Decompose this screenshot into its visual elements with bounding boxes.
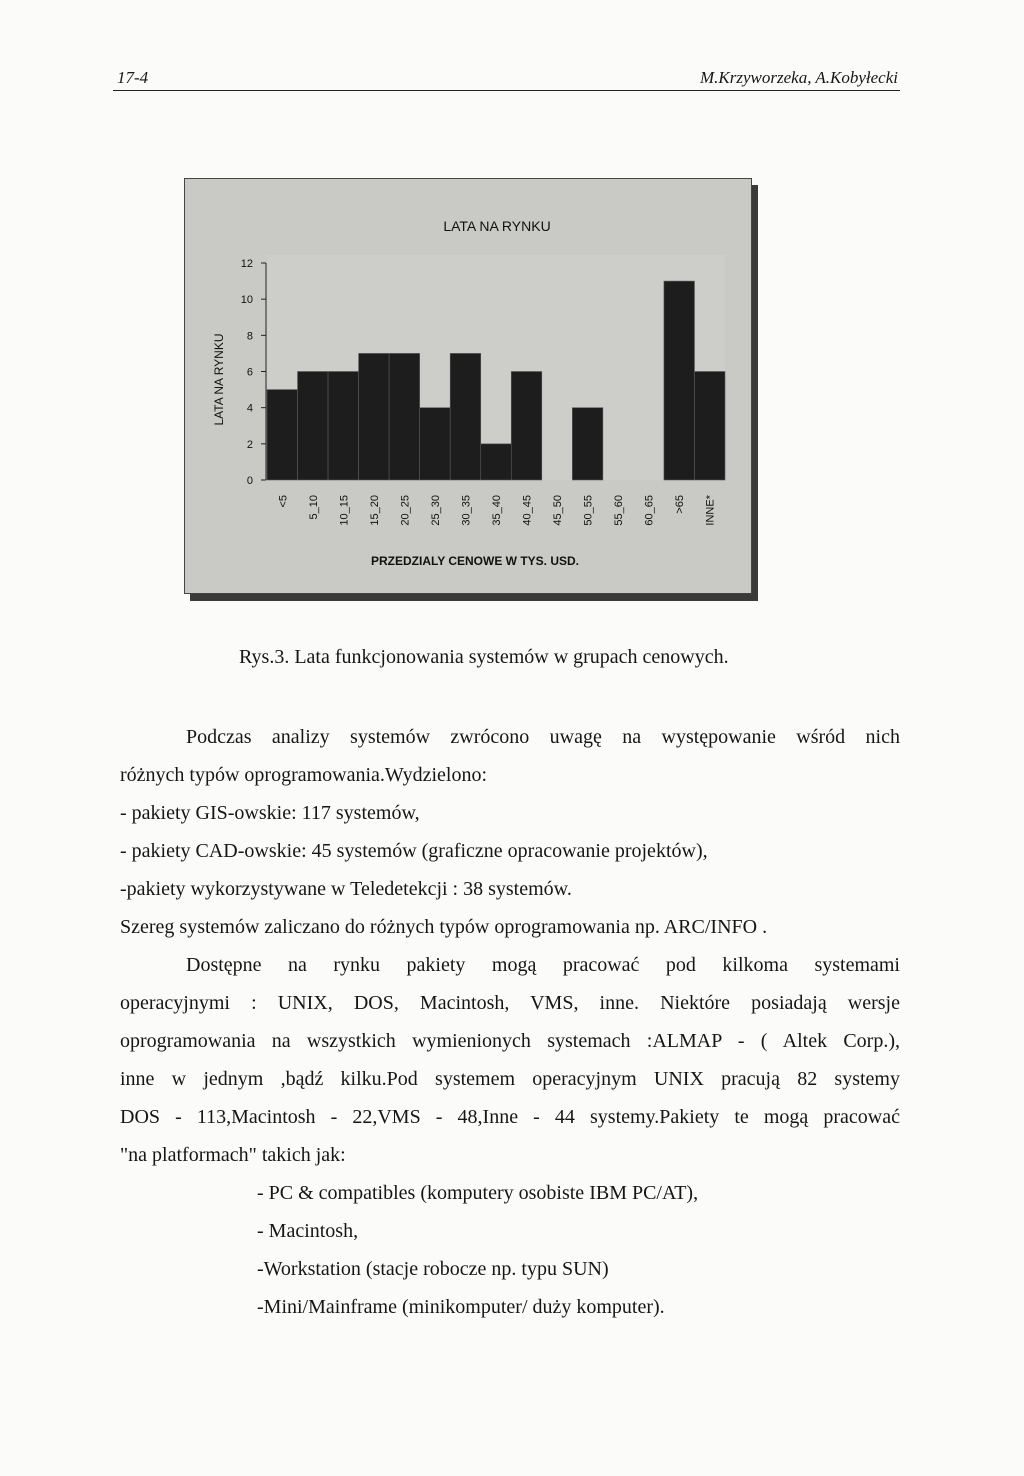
bar — [511, 372, 542, 481]
paragraph-line: DOS - 113,Macintosh - 22,VMS - 48,Inne - 44 systemy.Pakiety te mogą pracować — [120, 1106, 900, 1128]
platform-item: - PC & compatibles (komputery osobiste IBM PC/AT), — [257, 1182, 699, 1204]
bar — [359, 353, 390, 480]
chart-title: LATA NA RYNKU — [443, 218, 551, 234]
chart-frame — [184, 178, 752, 594]
body-text — [120, 718, 900, 1326]
figure-caption: Rys.3. Lata funkcjonowania systemów w grupach cenowych. — [239, 646, 729, 668]
page-number: 17-4 — [117, 68, 149, 87]
x-tick-label: INNE* — [704, 495, 717, 526]
platform-item: -Workstation (stacje robocze np. typu SUN) — [257, 1258, 609, 1280]
paragraph-line: inne w jednym ,bądź kilku.Pod systemem operacyjnym UNIX pracują 82 systemy — [120, 1068, 900, 1090]
bar — [694, 372, 725, 481]
bar — [328, 372, 359, 481]
bar — [298, 372, 329, 481]
x-tick-label: >65 — [674, 495, 687, 514]
x-tick-label: 40_45 — [521, 495, 534, 526]
y-tick-label: 10 — [240, 294, 253, 307]
y-tick-label: 4 — [246, 402, 253, 415]
platform-item: -Mini/Mainframe (minikomputer/ duży komputer). — [257, 1296, 665, 1318]
x-tick-label: 50_55 — [582, 495, 595, 526]
x-axis-label: PRZEDZIALY CENOWE W TYS. USD. — [370, 554, 580, 568]
y-axis-label: LATA NA RYNKU — [212, 333, 226, 426]
y-tick-label: 8 — [246, 330, 253, 343]
bar — [267, 390, 298, 480]
x-tick-label: 20_25 — [399, 495, 412, 526]
platform-item: - Macintosh, — [257, 1220, 359, 1242]
x-tick-label: 55_60 — [613, 495, 626, 526]
page-header — [113, 66, 900, 91]
y-tick-label: 0 — [246, 475, 253, 487]
y-tick-label: 6 — [246, 366, 253, 379]
x-tick-label: 30_35 — [460, 495, 473, 526]
bar — [420, 408, 451, 480]
y-tick-label: 12 — [240, 258, 253, 270]
paragraph-line: oprogramowania na wszystkich wymienionych systemach :ALMAP - ( Altek Corp.), — [120, 1030, 900, 1052]
x-tick-label: <5 — [277, 495, 290, 508]
paragraph-line: "na platformach" takich jak: — [120, 1144, 346, 1166]
x-tick-label: 15_20 — [368, 495, 381, 526]
x-tick-label: 25_30 — [429, 495, 442, 526]
x-tick-label: 60_65 — [643, 495, 656, 526]
paragraph-line: Podczas analizy systemów zwrócono uwagę na występowanie wśród nich — [186, 726, 900, 748]
x-tick-label: 5_10 — [307, 495, 320, 520]
bar — [450, 353, 481, 480]
bar-chart — [185, 179, 751, 593]
bar — [481, 444, 512, 480]
list-item: - pakiety GIS-owskie: 117 systemów, — [120, 802, 420, 824]
bar — [389, 353, 420, 480]
x-tick-label: 45_50 — [552, 495, 565, 526]
list-item: - pakiety CAD-owskie: 45 systemów (graficzne opracowanie projektów), — [120, 840, 708, 862]
header-authors: M.Krzyworzeka, A.Kobyłecki — [700, 68, 898, 87]
paragraph-line: operacyjnymi : UNIX, DOS, Macintosh, VMS, inne. Niektóre posiadają wersje — [120, 992, 900, 1014]
paragraph-line: różnych typów oprogramowania.Wydzielono: — [120, 764, 488, 786]
paragraph-line: Szereg systemów zaliczano do różnych typów oprogramowania np. ARC/INFO . — [120, 916, 768, 938]
bar — [572, 408, 603, 480]
x-tick-label: 10_15 — [338, 495, 351, 526]
paragraph-line: Dostępne na rynku pakiety mogą pracować pod kilkoma systemami — [186, 954, 900, 976]
x-tick-label: 35_40 — [491, 495, 503, 526]
bar — [664, 281, 695, 480]
list-item: -pakiety wykorzystywane w Teledetekcji : 38 systemów. — [120, 878, 572, 900]
y-tick-label: 2 — [246, 438, 253, 451]
